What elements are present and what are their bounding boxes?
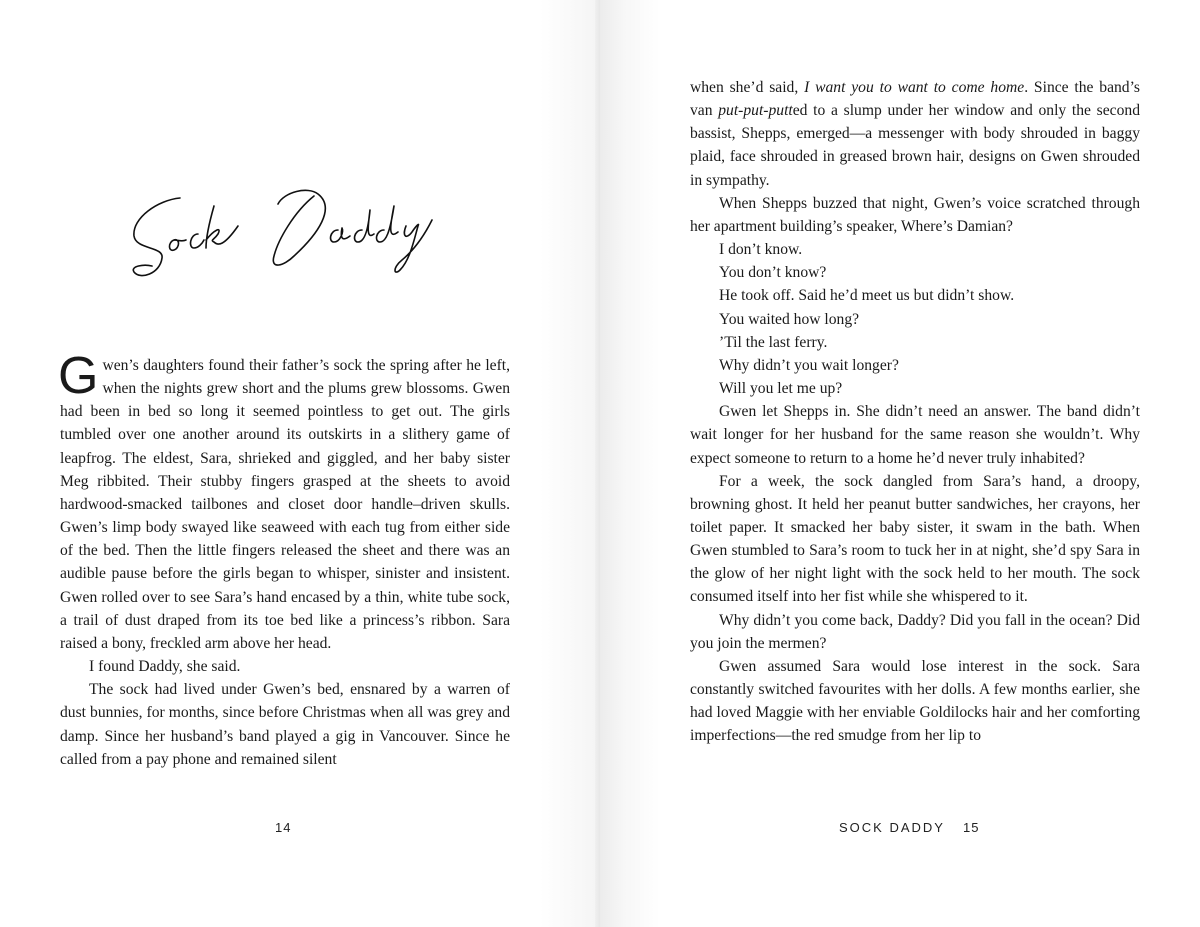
paragraph: When Shepps buzzed that night, Gwen’s voice scratched through her apartment building’s speaker, Where’s Damian? bbox=[690, 194, 1140, 235]
paragraph-text: wen’s daughters found their father’s sock the spring after he left, when the nights grew short and the plums grew blossoms. Gwen had been in bed so long it seemed pointless to get out. The girls tumbled over one another around its outskirts in a slithery game of leapfrog. The eldest, Sara, shrieked and giggled, and her baby sister Meg ribbited. Their stubby fingers grasped at the sheets to avoid hardwood-smacked tailbones and closet door handle–driven skulls. Gwen’s limp body swayed like seaweed with each tug from either side of the bed. Then the little fingers released the sheet and there was an audible pause before the girls began to whisper, sinister and insistent. Gwen rolled over to see Sara’s hand encased by a thin, white tube sock, a trail of dust draped from its toe bed like a princess’s ribbon. Sara raised a bony, freckled arm above her head. bbox=[60, 357, 510, 652]
paragraph: I found Daddy, she said. bbox=[89, 658, 241, 676]
italic-sound: put-put-putt bbox=[718, 102, 793, 120]
dialogue-line: He took off. Said he’d meet us but didn’t show. bbox=[719, 287, 1015, 305]
running-head: SOCK DADDY bbox=[839, 820, 945, 835]
paragraph: Gwen assumed Sara would lose interest in the sock. Sara constantly switched favourites with her dolls. A few months earlier, she had loved Maggie with her enviable Goldilocks hair and her comforting imperfections—the red smudge from her lip to bbox=[690, 657, 1140, 745]
dialogue-line: Will you let me up? bbox=[719, 380, 843, 398]
dialogue-line: You don’t know? bbox=[719, 264, 827, 282]
opening-paragraph bbox=[58, 347, 510, 655]
right-body-text bbox=[690, 76, 1140, 748]
italic-quote: I want you to want to come home bbox=[804, 79, 1025, 96]
paragraph: Gwen let Shepps in. She didn’t need an answer. The band didn’t wait longer for her husband for the same reason she wouldn’t. Why expect someone to return to a home he’d never truly inhabited? bbox=[690, 403, 1140, 467]
page-number-left: 14 bbox=[275, 820, 292, 835]
paragraph: Why didn’t you come back, Daddy? Did you fall in the ocean? Did you join the mermen? bbox=[690, 611, 1140, 652]
paragraph: The sock had lived under Gwen’s bed, ensnared by a warren of dust bunnies, for months, since before Christmas when all was grey and damp. Since her husband’s band played a gig in Vancouver. Since he called from a pay phone and remained silent bbox=[60, 681, 510, 768]
chapter-title-script bbox=[118, 170, 448, 290]
page-number-right: 15 bbox=[962, 820, 980, 835]
drop-cap: G bbox=[58, 347, 99, 405]
paragraph: For a week, the sock dangled from Sara’s hand, a droopy, browning ghost. It held her peanut butter sandwiches, her crayons, her toilet paper. It smacked her baby sister, it swam in the bath. When Gwen stumbled to Sara’s room to tuck her in at night, she’d spy Sara in the glow of her night light with the sock held to her mouth. The sock consumed itself into her fist while she whispered to it. bbox=[690, 472, 1140, 606]
running-footer-right bbox=[839, 820, 979, 835]
continued-paragraph: when she’d said, I want you to want to come home. Since the band’s van put-put-putted to a slump under her window and only the second bassist, Shepps, emerged—a messenger with body shrouded in baggy plaid, face shrouded in greased brown hair, designs on Gwen shrouded in sympathy. bbox=[690, 79, 1141, 189]
dialogue-line: ’Til the last ferry. bbox=[719, 333, 828, 351]
dialogue-line: I don’t know. bbox=[719, 241, 803, 259]
left-body-text bbox=[58, 347, 510, 771]
dialogue-line: You waited how long? bbox=[719, 310, 860, 328]
dialogue-line: Why didn’t you wait longer? bbox=[719, 356, 899, 374]
chapter-title-signature bbox=[118, 170, 448, 290]
